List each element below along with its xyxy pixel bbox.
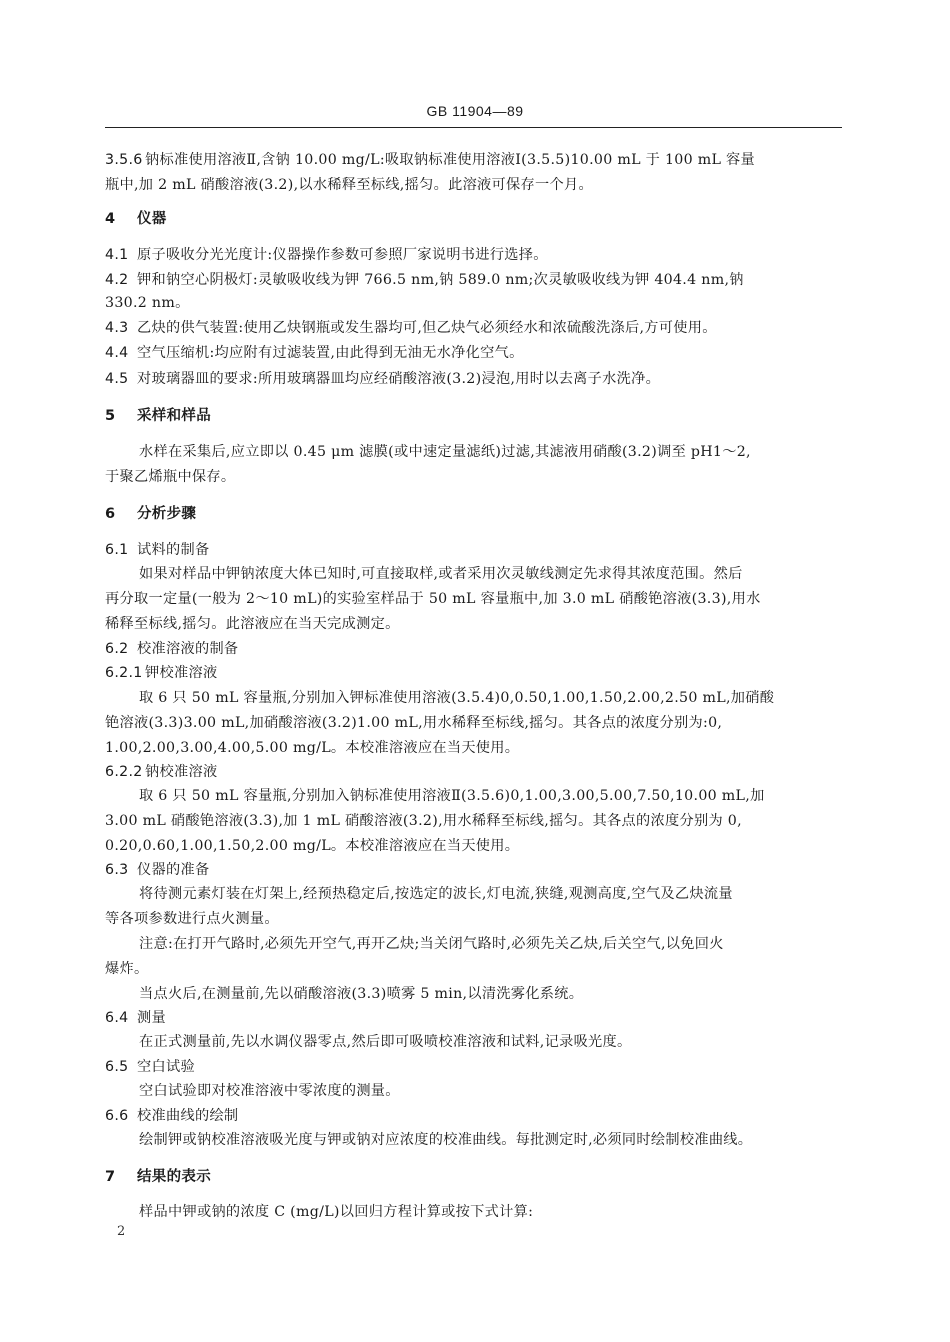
clause-text: 对玻璃器皿的要求:所用玻璃器皿均应经硝酸溶液(3.2)浸泡,用时以去离子水洗净。 [137, 371, 661, 387]
clause-number: 4.3 [105, 320, 129, 336]
section-number: 5 [105, 408, 116, 424]
clause-6-2-2-heading [105, 762, 217, 782]
clause-6-3-line-1: 将待测元素灯装在灯架上,经预热稳定后,按选定的波长,灯电流,狭缝,观测高度,空气及乙炔流量 [139, 886, 733, 902]
clause-title: 空白试验 [137, 1059, 195, 1075]
section-6-heading [105, 504, 196, 524]
clause-6-1-line-3: 稀释至标线,摇匀。此溶液应在当天完成测定。 [105, 616, 400, 632]
section-title: 结果的表示 [137, 1169, 211, 1185]
clause-6-5-line-1: 空白试验即对校准溶液中零浓度的测量。 [139, 1083, 400, 1099]
clause-3-5-6-line-1 [105, 150, 755, 170]
clause-4-3 [105, 318, 717, 338]
section-title: 分析步骤 [137, 506, 197, 522]
section-title: 仪器 [137, 211, 167, 227]
clause-6-6-line-1: 绘制钾或钠校准溶液吸光度与钾或钠对应浓度的校准曲线。每批测定时,必须同时绘制校准曲线。 [139, 1132, 753, 1148]
clause-number: 4.1 [105, 247, 129, 263]
clause-number: 6.4 [105, 1010, 129, 1026]
section-number: 6 [105, 506, 116, 522]
clause-6-3-note-line-1: 注意:在打开气路时,必须先开空气,再开乙炔;当关闭气路时,必须先关乙炔,后关空气,以免回火 [139, 936, 724, 952]
clause-6-2-1-line-2: 铯溶液(3.3)3.00 mL,加硝酸溶液(3.2)1.00 mL,用水稀释至标线,摇匀。其各点的浓度分别为:0, [105, 715, 723, 731]
clause-text: 钠标准使用溶液Ⅱ,含钠 10.00 mg/L:吸取钠标准使用溶液Ⅰ(3.5.5)10.00 mL 于 100 mL 容量 [145, 152, 756, 168]
clause-text: 原子吸收分光光度计:仪器操作参数可参照厂家说明书进行选择。 [137, 247, 548, 263]
clause-4-2-line-2: 330.2 nm。 [105, 295, 190, 311]
clause-6-3-line-2: 等各项参数进行点火测量。 [105, 911, 279, 927]
clause-6-4-heading [105, 1008, 166, 1028]
header-rule [105, 127, 842, 128]
clause-number: 4.5 [105, 371, 129, 387]
clause-4-5 [105, 369, 660, 389]
section-number: 4 [105, 211, 116, 227]
section-5-paragraph-line-2: 于聚乙烯瓶中保存。 [105, 469, 236, 485]
clause-number: 4.2 [105, 272, 129, 288]
section-7-heading [105, 1167, 211, 1187]
clause-6-2-heading [105, 639, 238, 659]
clause-number: 6.5 [105, 1059, 129, 1075]
clause-6-2-1-line-1: 取 6 只 50 mL 容量瓶,分别加入钾标准使用溶液(3.5.4)0,0.50,1.00,1.50,2.00,2.50 mL,加硝酸 [139, 690, 775, 706]
clause-number: 6.6 [105, 1108, 129, 1124]
clause-number: 6.3 [105, 862, 129, 878]
clause-6-3-line-5: 当点火后,在测量前,先以硝酸溶液(3.3)喷雾 5 min,以清洗雾化系统。 [139, 986, 584, 1002]
clause-number: 6.2 [105, 641, 129, 657]
clause-number: 4.4 [105, 345, 129, 361]
clause-6-2-1-heading [105, 663, 217, 683]
clause-title: 仪器的准备 [137, 862, 210, 878]
clause-6-3-heading [105, 860, 209, 880]
page-number: 2 [117, 1224, 126, 1239]
clause-4-2-line-1 [105, 270, 744, 290]
clause-6-1-heading [105, 540, 209, 560]
clause-6-6-heading [105, 1106, 238, 1126]
section-5-paragraph-line-1: 水样在采集后,应立即以 0.45 μm 滤膜(或中速定量滤纸)过滤,其滤液用硝酸(3.2)调至 pH1～2, [139, 444, 751, 460]
clause-6-4-line-1: 在正式测量前,先以水调仪器零点,然后即可吸喷校准溶液和试料,记录吸光度。 [139, 1034, 632, 1050]
section-5-heading [105, 406, 211, 426]
clause-number: 6.2.1 [105, 665, 143, 681]
clause-title: 钠校准溶液 [145, 764, 218, 780]
clause-title: 校准曲线的绘制 [137, 1108, 239, 1124]
clause-title: 试料的制备 [137, 542, 210, 558]
clause-title: 校准溶液的制备 [137, 641, 239, 657]
clause-6-2-2-line-1: 取 6 只 50 mL 容量瓶,分别加入钠标准使用溶液Ⅱ(3.5.6)0,1.00,3.00,5.00,7.50,10.00 mL,加 [139, 788, 765, 804]
clause-3-5-6-line-2: 瓶中,加 2 mL 硝酸溶液(3.2),以水稀释至标线,摇匀。此溶液可保存一个月。 [105, 177, 593, 193]
clause-4-4 [105, 343, 524, 363]
section-number: 7 [105, 1169, 116, 1185]
clause-6-2-2-line-2: 3.00 mL 硝酸铯溶液(3.3),加 1 mL 硝酸溶液(3.2),用水稀释至标线,摇匀。其各点的浓度分别为 0, [105, 813, 742, 829]
clause-number: 6.1 [105, 542, 129, 558]
section-7-line-1: 样品中钾或钠的浓度 C (mg/L)以回归方程计算或按下式计算: [139, 1204, 534, 1220]
clause-title: 测量 [137, 1010, 166, 1026]
clause-title: 钾校准溶液 [145, 665, 218, 681]
clause-number: 6.2.2 [105, 764, 143, 780]
clause-4-1 [105, 245, 548, 265]
clause-number: 3.5.6 [105, 152, 143, 168]
section-title: 采样和样品 [137, 408, 211, 424]
clause-6-1-line-2: 再分取一定量(一般为 2～10 mL)的实验室样品于 50 mL 容量瓶中,加 3.0 mL 硝酸铯溶液(3.3),用水 [105, 591, 761, 607]
page-header: GB 11904—89 [426, 103, 524, 119]
clause-6-3-note-line-2: 爆炸。 [105, 961, 149, 977]
clause-text: 空气压缩机:均应附有过滤装置,由此得到无油无水净化空气。 [137, 345, 524, 361]
clause-6-1-line-1: 如果对样品中钾钠浓度大体已知时,可直接取样,或者采用次灵敏线测定先求得其浓度范围。然后 [139, 566, 743, 582]
clause-6-2-2-line-3: 0.20,0.60,1.00,1.50,2.00 mg/L。本校准溶液应在当天使用。 [105, 838, 520, 854]
section-4-heading [105, 209, 167, 229]
clause-text: 乙炔的供气装置:使用乙炔钢瓶或发生器均可,但乙炔气必须经水和浓硫酸洗涤后,方可使用。 [137, 320, 717, 336]
clause-6-5-heading [105, 1057, 195, 1077]
clause-text: 钾和钠空心阴极灯:灵敏吸收线为钾 766.5 nm,钠 589.0 nm;次灵敏吸收线为钾 404.4 nm,钠 [137, 272, 744, 288]
clause-6-2-1-line-3: 1.00,2.00,3.00,4.00,5.00 mg/L。本校准溶液应在当天使用。 [105, 740, 520, 756]
